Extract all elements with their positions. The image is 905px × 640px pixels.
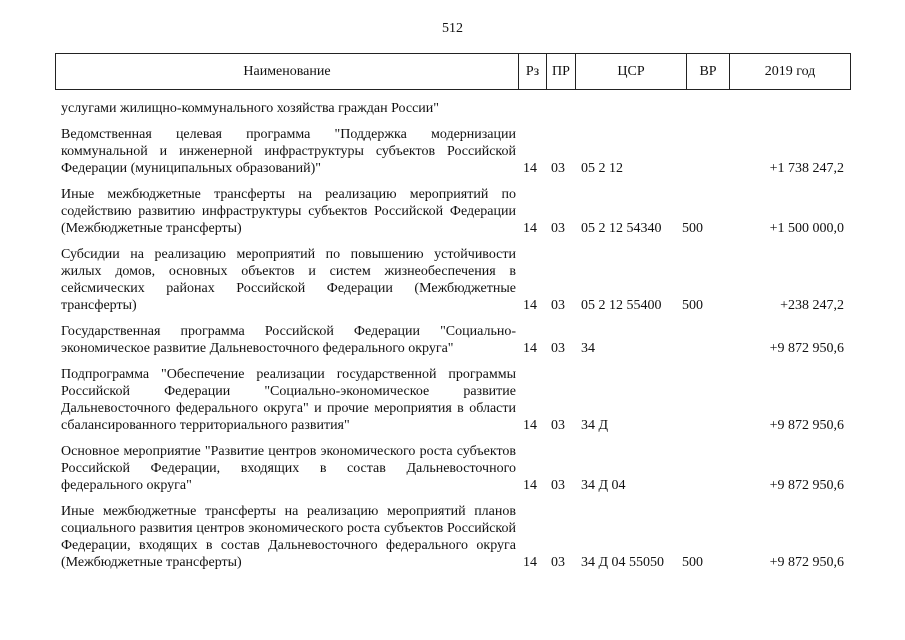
table-header [55, 53, 851, 90]
row-rz: 14 [523, 298, 537, 313]
row-rz: 14 [523, 555, 537, 570]
table-row [0, 246, 905, 314]
table-row [0, 186, 905, 237]
row-amount: +9 872 950,6 [769, 418, 844, 433]
row-name: Ведомственная целевая программа "Поддержка модернизации коммунальной и инженерной инфраструктуры субъектов Российской Федерации (муниципальных образований)" [61, 127, 516, 176]
table-row [0, 443, 905, 494]
row-pr: 03 [551, 221, 565, 236]
row-csr: 05 2 12 [581, 161, 623, 176]
header-csr: ЦСР [576, 54, 687, 89]
header-vr: ВР [687, 54, 730, 89]
row-amount: +9 872 950,6 [769, 478, 844, 493]
row-rz: 14 [523, 221, 537, 236]
table-row [0, 366, 905, 434]
table-row [0, 126, 905, 177]
row-rz: 14 [523, 418, 537, 433]
row-vr: 500 [682, 298, 703, 313]
row-pr: 03 [551, 161, 565, 176]
header-rz: Рз [519, 54, 547, 89]
row-name: Иные межбюджетные трансферты на реализацию мероприятий планов социального развития центров экономического роста субъектов Российской Федерации, входящих в состав Дальневосточного федерального округа (Межбюджетные трансферты) [61, 504, 516, 570]
row-csr: 05 2 12 54340 [581, 221, 662, 236]
row-amount: +1 500 000,0 [769, 221, 844, 236]
row-csr: 34 Д 04 55050 [581, 555, 665, 570]
row-amount: +1 738 247,2 [769, 161, 844, 176]
header-year: 2019 год [764, 64, 816, 79]
row-rz: 14 [523, 478, 537, 493]
row-pr: 03 [551, 478, 565, 493]
row-name: Иные межбюджетные трансферты на реализацию мероприятий по содействию развитию инфраструктуры субъектов Российской Федерации (Межбюджетные трансферты) [61, 187, 516, 236]
table-body [0, 100, 905, 580]
row-rz: 14 [523, 341, 537, 356]
row-vr: 500 [682, 221, 703, 236]
row-name: услугами жилищно-коммунального хозяйства граждан России" [61, 101, 439, 116]
row-name: Подпрограмма "Обеспечение реализации государственной программы Российской Федерации "Социально-экономическое развитие Дальневосточного федерального округа" и прочие мероприятия в области сбалансированного территориального развития" [61, 367, 516, 433]
page-number: 512 [442, 21, 463, 36]
row-vr: 500 [682, 555, 703, 570]
header-name: Наименование [56, 54, 519, 89]
table-row [0, 100, 905, 117]
row-amount: +9 872 950,6 [769, 341, 844, 356]
header-pr: ПР [547, 54, 576, 89]
row-csr: 34 Д [581, 418, 609, 433]
row-name: Государственная программа Российской Федерации "Социально-экономическое развитие Дальневосточного федерального округа" [61, 324, 516, 356]
row-pr: 03 [551, 555, 565, 570]
row-csr: 34 [581, 341, 595, 356]
row-csr: 05 2 12 55400 [581, 298, 662, 313]
row-pr: 03 [551, 341, 565, 356]
table-row [0, 323, 905, 357]
row-pr: 03 [551, 418, 565, 433]
table-row [0, 503, 905, 571]
row-amount: +238 247,2 [780, 298, 844, 313]
row-amount: +9 872 950,6 [769, 555, 844, 570]
row-name: Субсидии на реализацию мероприятий по повышению устойчивости жилых домов, основных объектов и систем жизнеобеспечения в сейсмических районах Российской Федерации (Межбюджетные трансферты) [61, 247, 516, 313]
row-pr: 03 [551, 298, 565, 313]
row-name: Основное мероприятие "Развитие центров экономического роста субъектов Российской Федерации, входящих в состав Дальневосточного федерального округа" [61, 444, 516, 493]
row-csr: 34 Д 04 [581, 478, 626, 493]
row-rz: 14 [523, 161, 537, 176]
